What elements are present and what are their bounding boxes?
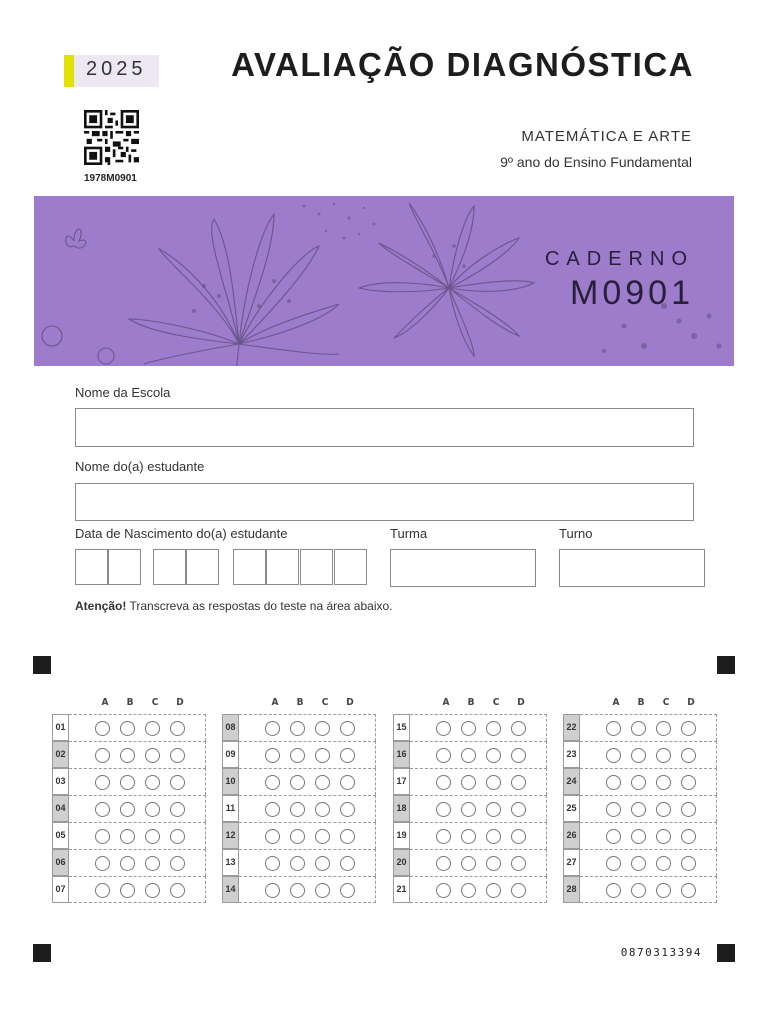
answer-bubble-a[interactable]	[265, 802, 280, 817]
question-number: 03	[52, 768, 69, 795]
answer-row	[52, 822, 204, 849]
birth-month-digit-2[interactable]	[186, 549, 219, 585]
answer-bubble-c[interactable]	[145, 721, 160, 736]
question-number: 02	[52, 741, 69, 768]
answer-bubble-c[interactable]	[486, 748, 501, 763]
answer-bubble-a[interactable]	[265, 829, 280, 844]
option-header: B	[126, 697, 134, 708]
registration-marker-bottom-left	[33, 944, 51, 962]
student-name-label: Nome do(a) estudante	[75, 459, 205, 474]
answer-row	[393, 768, 545, 795]
question-number: 25	[563, 795, 580, 822]
answer-bubble-c[interactable]	[486, 829, 501, 844]
school-name-label: Nome da Escola	[75, 385, 171, 400]
answer-bubble-c[interactable]	[656, 829, 671, 844]
answer-bubble-b[interactable]	[290, 748, 305, 763]
answer-bubble-d[interactable]	[511, 775, 526, 790]
caderno-label: CADERNO	[544, 248, 694, 270]
birth-day-digit-1[interactable]	[75, 549, 108, 585]
answer-bubble-d[interactable]	[340, 802, 355, 817]
question-number: 10	[222, 768, 239, 795]
answer-options	[580, 876, 717, 903]
answer-bubble-b[interactable]	[461, 721, 476, 736]
answer-row	[222, 741, 374, 768]
question-number: 27	[563, 849, 580, 876]
option-header: D	[176, 697, 184, 708]
answer-bubble-b[interactable]	[631, 856, 646, 871]
option-header: B	[296, 697, 304, 708]
answer-bubble-a[interactable]	[606, 802, 621, 817]
answer-row	[222, 795, 374, 822]
question-number: 17	[393, 768, 410, 795]
answer-options	[239, 714, 376, 741]
answer-bubble-a[interactable]	[606, 883, 621, 898]
answer-bubble-c[interactable]	[656, 748, 671, 763]
option-header: A	[101, 697, 109, 708]
option-header: C	[151, 697, 159, 708]
answer-bubble-c[interactable]	[656, 883, 671, 898]
sheet-code: 0870313394	[620, 946, 702, 959]
answer-row	[393, 741, 545, 768]
answer-bubble-a[interactable]	[95, 883, 110, 898]
question-number: 08	[222, 714, 239, 741]
answer-options	[580, 714, 717, 741]
answer-options	[580, 822, 717, 849]
answer-bubble-a[interactable]	[95, 829, 110, 844]
answer-bubble-c[interactable]	[145, 748, 160, 763]
answer-row	[393, 876, 545, 903]
answer-bubble-c[interactable]	[145, 775, 160, 790]
answer-bubble-c[interactable]	[315, 721, 330, 736]
attention-text: Transcreva as respostas do teste na área abaixo.	[126, 599, 393, 613]
question-number: 15	[393, 714, 410, 741]
answer-bubble-b[interactable]	[631, 883, 646, 898]
question-number: 28	[563, 876, 580, 903]
question-number: 21	[393, 876, 410, 903]
answer-bubble-b[interactable]	[461, 748, 476, 763]
answer-bubble-b[interactable]	[120, 883, 135, 898]
answer-bubble-c[interactable]	[315, 802, 330, 817]
answer-bubble-b[interactable]	[461, 856, 476, 871]
question-number: 13	[222, 849, 239, 876]
answer-bubble-d[interactable]	[340, 775, 355, 790]
answer-row	[563, 714, 715, 741]
answer-bubble-b[interactable]	[461, 802, 476, 817]
answer-bubble-c[interactable]	[145, 883, 160, 898]
answer-bubble-b[interactable]	[120, 748, 135, 763]
answer-row	[393, 795, 545, 822]
question-number: 16	[393, 741, 410, 768]
answer-bubble-b[interactable]	[631, 829, 646, 844]
answer-row	[52, 768, 204, 795]
birth-year-digit-1[interactable]	[233, 549, 266, 585]
answer-bubble-d[interactable]	[170, 775, 185, 790]
answer-bubble-d[interactable]	[170, 883, 185, 898]
answer-bubble-b[interactable]	[120, 856, 135, 871]
answer-bubble-c[interactable]	[315, 829, 330, 844]
question-number: 26	[563, 822, 580, 849]
year-accent-bar	[64, 55, 74, 87]
answer-row	[222, 714, 374, 741]
answer-bubble-b[interactable]	[461, 829, 476, 844]
option-header: B	[637, 697, 645, 708]
answer-bubble-a[interactable]	[606, 856, 621, 871]
option-header: D	[346, 697, 354, 708]
question-number: 22	[563, 714, 580, 741]
answer-bubble-d[interactable]	[511, 721, 526, 736]
answer-bubble-c[interactable]	[656, 856, 671, 871]
answer-bubble-d[interactable]	[511, 829, 526, 844]
answer-options	[580, 741, 717, 768]
answer-bubble-a[interactable]	[436, 856, 451, 871]
answer-bubble-a[interactable]	[606, 775, 621, 790]
question-number: 05	[52, 822, 69, 849]
answer-options	[580, 795, 717, 822]
answer-bubble-d[interactable]	[170, 856, 185, 871]
answer-bubble-d[interactable]	[681, 802, 696, 817]
grade-label: 9º ano do Ensino Fundamental	[500, 154, 692, 170]
answer-options	[239, 795, 376, 822]
answer-bubble-b[interactable]	[631, 748, 646, 763]
answer-bubble-a[interactable]	[436, 721, 451, 736]
shift-label: Turno	[559, 526, 593, 541]
answer-bubble-a[interactable]	[265, 775, 280, 790]
answer-bubble-d[interactable]	[340, 829, 355, 844]
answer-row	[222, 768, 374, 795]
answer-options	[410, 822, 547, 849]
answer-row	[222, 822, 374, 849]
answer-options	[580, 849, 717, 876]
question-number: 06	[52, 849, 69, 876]
question-number: 23	[563, 741, 580, 768]
answer-block	[222, 697, 376, 907]
answer-bubble-d[interactable]	[170, 748, 185, 763]
birth-month-digit-1[interactable]	[153, 549, 186, 585]
question-number: 07	[52, 876, 69, 903]
question-number: 19	[393, 822, 410, 849]
answer-row	[563, 849, 715, 876]
option-header: C	[662, 697, 670, 708]
answer-bubble-d[interactable]	[681, 748, 696, 763]
subject-label: MATEMÁTICA E ARTE	[521, 128, 692, 145]
answer-row	[52, 714, 204, 741]
option-header: A	[612, 697, 620, 708]
school-name-field[interactable]	[75, 408, 694, 447]
birth-year-digit-2[interactable]	[266, 549, 299, 585]
answer-bubble-c[interactable]	[486, 883, 501, 898]
answer-bubble-a[interactable]	[95, 775, 110, 790]
question-number: 14	[222, 876, 239, 903]
answer-block	[563, 697, 717, 907]
answer-bubble-c[interactable]	[486, 721, 501, 736]
option-header: C	[321, 697, 329, 708]
answer-bubble-a[interactable]	[436, 829, 451, 844]
answer-row	[52, 849, 204, 876]
answer-bubble-c[interactable]	[145, 829, 160, 844]
answer-bubble-b[interactable]	[120, 802, 135, 817]
answer-bubble-d[interactable]	[340, 883, 355, 898]
question-number: 12	[222, 822, 239, 849]
answer-bubble-d[interactable]	[340, 748, 355, 763]
answer-bubble-b[interactable]	[290, 775, 305, 790]
answer-bubble-c[interactable]	[315, 856, 330, 871]
answer-bubble-b[interactable]	[290, 829, 305, 844]
class-label: Turma	[390, 526, 428, 541]
answer-bubble-b[interactable]	[120, 721, 135, 736]
answer-bubble-a[interactable]	[95, 856, 110, 871]
answer-bubble-a[interactable]	[95, 748, 110, 763]
answer-bubble-a[interactable]	[265, 856, 280, 871]
answer-bubble-d[interactable]	[340, 721, 355, 736]
answer-row	[563, 876, 715, 903]
question-number: 11	[222, 795, 239, 822]
answer-row	[393, 714, 545, 741]
answer-bubble-b[interactable]	[290, 802, 305, 817]
answer-bubble-c[interactable]	[145, 856, 160, 871]
birthdate-fields	[75, 549, 375, 586]
answer-row	[52, 741, 204, 768]
answer-options	[410, 714, 547, 741]
answer-bubble-a[interactable]	[265, 883, 280, 898]
answer-bubble-c[interactable]	[656, 721, 671, 736]
answer-bubble-d[interactable]	[511, 748, 526, 763]
birth-year-digit-3[interactable]	[300, 549, 333, 585]
answer-row	[222, 849, 374, 876]
registration-marker-top-right	[717, 656, 735, 674]
question-number: 01	[52, 714, 69, 741]
answer-bubble-d[interactable]	[681, 775, 696, 790]
answer-bubble-d[interactable]	[681, 883, 696, 898]
answer-bubble-c[interactable]	[145, 802, 160, 817]
answer-options	[239, 768, 376, 795]
answer-options	[410, 876, 547, 903]
answer-row	[393, 849, 545, 876]
registration-marker-bottom-right	[717, 944, 735, 962]
answer-row	[52, 795, 204, 822]
attention-bold: Atenção!	[75, 599, 127, 613]
answer-options	[239, 849, 376, 876]
question-number: 18	[393, 795, 410, 822]
answer-bubble-a[interactable]	[606, 721, 621, 736]
answer-options	[69, 741, 206, 768]
answer-options	[410, 795, 547, 822]
option-header: C	[492, 697, 500, 708]
answer-options	[69, 768, 206, 795]
answer-row	[563, 768, 715, 795]
answer-bubble-d[interactable]	[511, 856, 526, 871]
question-number: 24	[563, 768, 580, 795]
birth-day-digit-2[interactable]	[108, 549, 141, 585]
answer-bubble-d[interactable]	[170, 721, 185, 736]
answer-bubble-a[interactable]	[606, 829, 621, 844]
answer-bubble-d[interactable]	[681, 856, 696, 871]
year-label: 2025	[86, 58, 147, 80]
qr-code-icon	[84, 110, 139, 165]
answer-bubble-a[interactable]	[95, 721, 110, 736]
answer-options	[69, 822, 206, 849]
answer-bubble-c[interactable]	[656, 802, 671, 817]
student-name-field[interactable]	[75, 483, 694, 521]
option-header: A	[271, 697, 279, 708]
answer-bubble-b[interactable]	[631, 802, 646, 817]
answer-bubble-d[interactable]	[340, 856, 355, 871]
answer-options	[410, 741, 547, 768]
answer-bubble-b[interactable]	[461, 883, 476, 898]
answer-block	[52, 697, 206, 907]
answer-bubble-d[interactable]	[170, 802, 185, 817]
caderno-banner	[34, 196, 734, 366]
answer-bubble-a[interactable]	[436, 748, 451, 763]
answer-bubble-b[interactable]	[120, 829, 135, 844]
answer-bubble-c[interactable]	[315, 883, 330, 898]
answer-options	[69, 714, 206, 741]
answer-bubble-b[interactable]	[290, 856, 305, 871]
answer-bubble-d[interactable]	[681, 829, 696, 844]
answer-bubble-b[interactable]	[290, 883, 305, 898]
answer-row	[393, 822, 545, 849]
answer-bubble-c[interactable]	[315, 775, 330, 790]
answer-bubble-a[interactable]	[265, 721, 280, 736]
answer-block	[393, 697, 547, 907]
answer-bubble-c[interactable]	[486, 856, 501, 871]
question-number: 04	[52, 795, 69, 822]
option-header: D	[687, 697, 695, 708]
birthdate-label: Data de Nascimento do(a) estudante	[75, 526, 288, 541]
answer-row	[222, 876, 374, 903]
registration-marker-top-left	[33, 656, 51, 674]
answer-bubble-a[interactable]	[606, 748, 621, 763]
answer-bubble-b[interactable]	[631, 775, 646, 790]
answer-bubble-b[interactable]	[120, 775, 135, 790]
answer-bubble-a[interactable]	[265, 748, 280, 763]
answer-bubble-a[interactable]	[436, 802, 451, 817]
answer-bubble-d[interactable]	[170, 829, 185, 844]
answer-row	[563, 795, 715, 822]
answer-options	[69, 876, 206, 903]
birth-year-digit-4[interactable]	[334, 549, 367, 585]
option-header: A	[442, 697, 450, 708]
answer-bubble-b[interactable]	[461, 775, 476, 790]
answer-bubble-a[interactable]	[436, 775, 451, 790]
answer-row	[563, 741, 715, 768]
option-header: B	[467, 697, 475, 708]
answer-row	[52, 876, 204, 903]
question-number: 09	[222, 741, 239, 768]
answer-bubble-d[interactable]	[681, 721, 696, 736]
answer-options	[239, 741, 376, 768]
answer-bubble-b[interactable]	[290, 721, 305, 736]
qr-code-label: 1978M0901	[84, 173, 137, 184]
answer-bubble-a[interactable]	[95, 802, 110, 817]
page-title: AVALIAÇÃO DIAGNÓSTICA	[231, 46, 694, 83]
answer-options	[239, 876, 376, 903]
answer-bubble-c[interactable]	[656, 775, 671, 790]
shift-field[interactable]	[559, 549, 705, 587]
question-number: 20	[393, 849, 410, 876]
attention-note	[75, 599, 393, 613]
answer-bubble-d[interactable]	[511, 883, 526, 898]
option-header: D	[517, 697, 525, 708]
answer-bubble-c[interactable]	[315, 748, 330, 763]
answer-bubble-b[interactable]	[631, 721, 646, 736]
answer-bubble-d[interactable]	[511, 802, 526, 817]
answer-options	[239, 822, 376, 849]
caderno-code: M0901	[570, 274, 694, 312]
answer-bubble-a[interactable]	[436, 883, 451, 898]
answer-options	[580, 768, 717, 795]
answer-options	[69, 849, 206, 876]
answer-options	[410, 849, 547, 876]
answer-row	[563, 822, 715, 849]
answer-bubble-c[interactable]	[486, 775, 501, 790]
answer-options	[410, 768, 547, 795]
answer-bubble-c[interactable]	[486, 802, 501, 817]
answer-options	[69, 795, 206, 822]
class-field[interactable]	[390, 549, 536, 587]
